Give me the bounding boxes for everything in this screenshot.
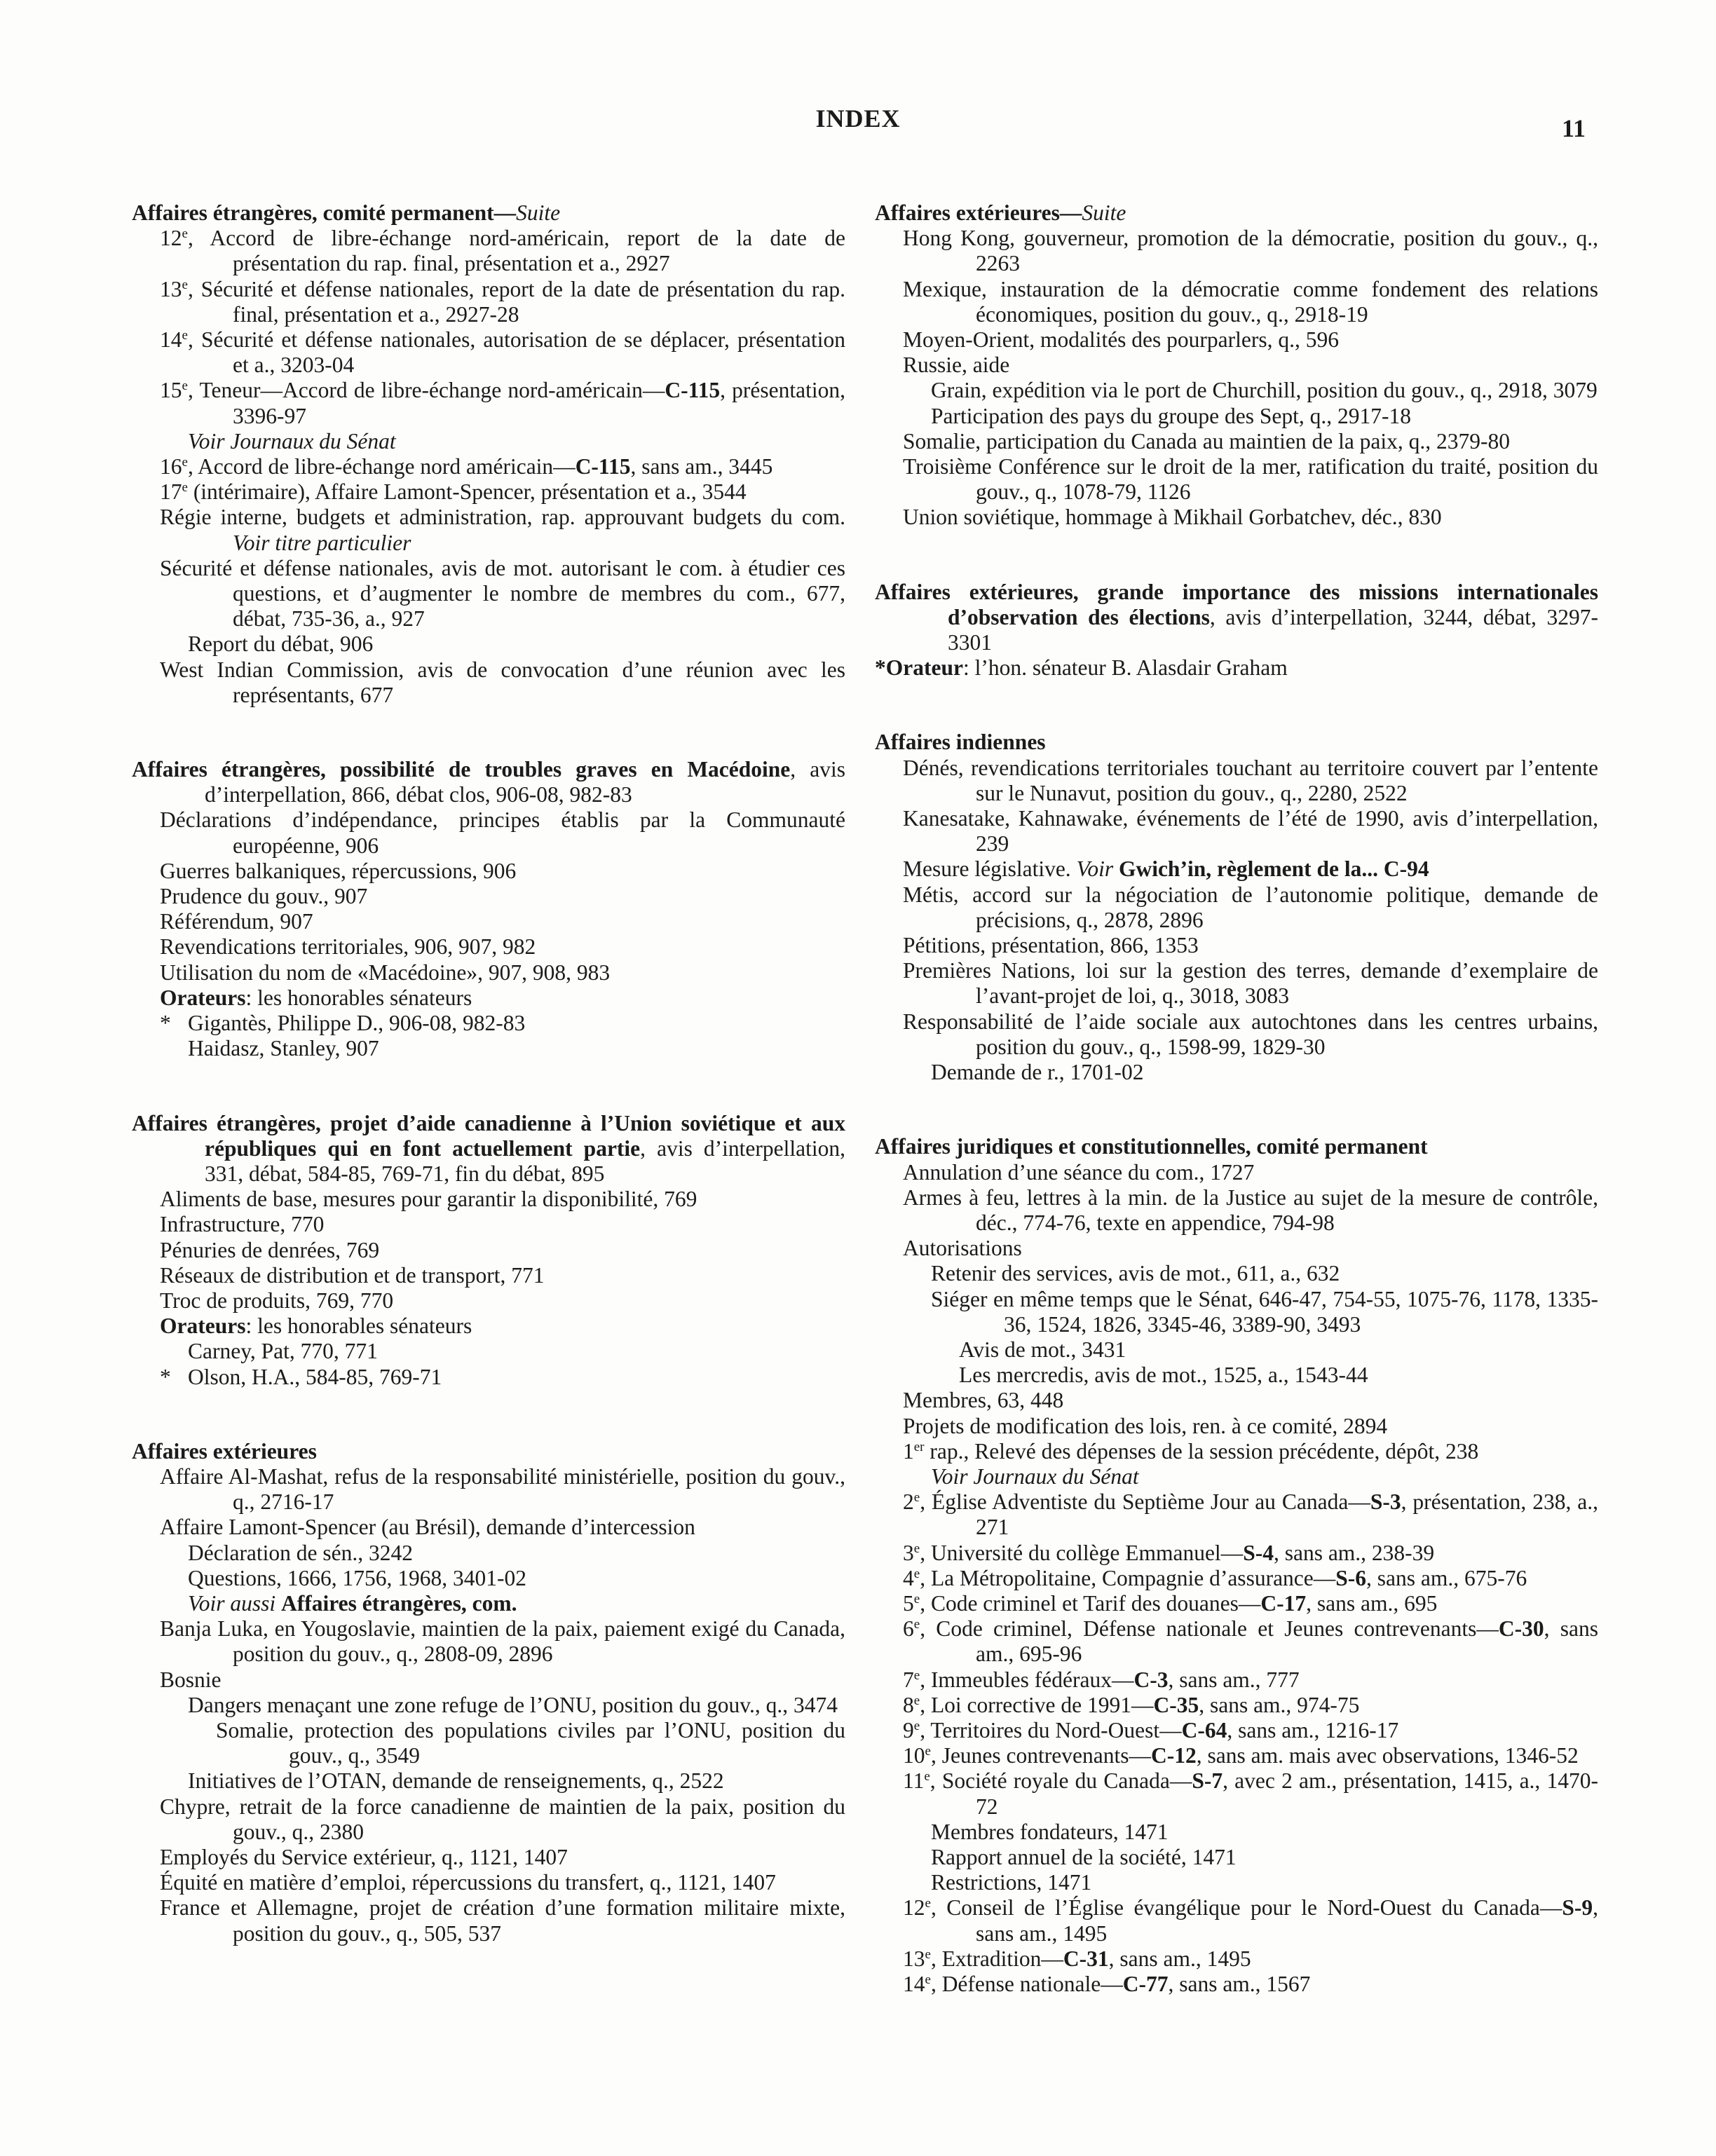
subentry-text: Gwich’in, règlement de la... C-94 [1118, 857, 1429, 882]
subentry-text: Haidasz, Stanley, 907 [188, 1036, 379, 1061]
subentry-text: S-3 [1370, 1489, 1401, 1515]
subentry-text: 2 [903, 1489, 914, 1515]
subentry-text: Troisième Conférence sur le droit de la mer, ratification du traité, position du gouv., q., 1078-79, 1126 [903, 454, 1598, 505]
subentry-text: rap., Relevé des dépenses de la session précédente, dépôt, 238 [924, 1438, 1479, 1464]
subentry [132, 1011, 845, 1036]
subentry-text: Moyen-Orient, modalités des pourparlers, q., 596 [903, 327, 1339, 353]
subentry [875, 1820, 1598, 1845]
ordinal-suffix: e [924, 1769, 930, 1785]
subentry-text: Kanesatake, Kahnawake, événements de l’été de 1990, avis d’interpellation, 239 [903, 806, 1598, 857]
index-entry [132, 1439, 845, 1946]
subentry [875, 1009, 1598, 1060]
subentry [132, 1365, 845, 1390]
subentry-text: , sans am., 1495 [1108, 1946, 1251, 1971]
subentry-text: Mexique, instauration de la démocratie comme fondement des relations économiques, position du gouv., q., 2918-19 [903, 276, 1598, 327]
subentry [132, 1616, 845, 1667]
subentry-text: Pétitions, présentation, 866, 1353 [903, 933, 1199, 958]
subentry-text: , Société royale du Canada— [929, 1768, 1192, 1794]
subentry-text: Métis, accord sur la négociation de l’autonomie politique, demande de précisions, q., 2878, 2896 [903, 882, 1598, 932]
subentry-text: Équité en matière d’emploi, répercussions du transfert, q., 1121, 1407 [160, 1870, 776, 1895]
subentry-text: Affaire Al-Mashat, refus de la responsabilité ministérielle, position du gouv., q., 2716-17 [160, 1464, 845, 1515]
heading-text: Affaires extérieures [132, 1438, 317, 1464]
subentry-text: Voir Journaux du Sénat [931, 1464, 1139, 1489]
subentry-text: Annulation d’une séance du com., 1727 [903, 1159, 1255, 1185]
subentry-text: (intérimaire), Affaire Lamont-Spencer, présentation et a., 3544 [187, 479, 747, 505]
subentry [132, 909, 845, 934]
subentry-text: Voir [1076, 857, 1119, 882]
subentry [132, 479, 845, 505]
subentry-text: Voir Journaux du Sénat [188, 428, 396, 453]
subentry-text: , sans am., 675-76 [1366, 1565, 1527, 1590]
heading-text: Suite [516, 200, 561, 225]
subentry [132, 1693, 845, 1718]
subentry-text: , Sécurité et défense nationales, autorisation de se déplacer, présentation et a., 3203-04 [187, 327, 845, 378]
subentry-text: Report du débat, 906 [188, 632, 374, 657]
ordinal-suffix: e [913, 1667, 920, 1683]
ordinal-suffix: er [913, 1439, 925, 1454]
subentry-text: Avis de mot., 3431 [959, 1337, 1126, 1362]
subentry [132, 1718, 845, 1768]
subentry [875, 429, 1598, 454]
subentry [132, 226, 845, 276]
subentry [875, 1464, 1598, 1489]
subentry-text: Pénuries de denrées, 769 [160, 1237, 380, 1262]
subentry [132, 1187, 845, 1212]
subentry [132, 1314, 845, 1339]
subentry-text: C-3 [1133, 1667, 1169, 1692]
subentry-text: Projets de modification des lois, ren. à ce comité, 2894 [903, 1413, 1388, 1438]
subentry-text: Chypre, retrait de la force canadienne de maintien de la paix, position du gouv., q., 2380 [160, 1794, 845, 1844]
subentry [132, 1870, 845, 1895]
subentry [132, 884, 845, 909]
subentry-text: , sans am., 777 [1168, 1667, 1300, 1692]
subentry [875, 1388, 1598, 1413]
subentry-text: Armes à feu, lettres à la min. de la Justice au sujet de la mesure de contrôle, déc., 774-76, texte en appendice, 794-98 [903, 1185, 1598, 1235]
subentry [875, 1895, 1598, 1946]
subentry-text: S-7 [1192, 1768, 1223, 1794]
subentry [875, 1972, 1598, 1997]
subentry [875, 1845, 1598, 1870]
subentry [875, 353, 1598, 378]
heading-text: Affaires extérieures, grande importance des missions internationales d’observation des élections [875, 579, 1598, 629]
subentry-text: , présentation, 3396-97 [233, 378, 845, 428]
subentry [132, 1667, 845, 1693]
index-entry-heading [875, 1134, 1598, 1159]
subentry-text: France et Allemagne, projet de création d’une formation militaire mixte, position du gouv., q., 505, 537 [160, 1895, 845, 1946]
subentry-text: Régie interne, budgets et administration, rap. approuvant budgets du com. [160, 505, 845, 530]
subentry-text: Demande de r., 1701-02 [931, 1060, 1144, 1085]
subentry-text: Orateurs [160, 985, 246, 1010]
running-head: INDEX [815, 104, 901, 132]
subentry-text: C-30 [1498, 1616, 1544, 1642]
ordinal-suffix: e [182, 455, 188, 470]
subentry-text: Grain, expédition via le port de Churchill, position du gouv., q., 2918, 3079 [931, 378, 1598, 403]
subentry-text: , avec 2 am., présentation, 1415, a., 1470-72 [976, 1768, 1598, 1819]
subentry [875, 1489, 1598, 1540]
subentry-text: Affaires étrangères, com. [281, 1590, 517, 1616]
subentry-text: Somalie, participation du Canada au maintien de la paix, q., 2379-80 [903, 428, 1511, 453]
subentry-text: Infrastructure, 770 [160, 1212, 325, 1237]
subentry-text: , sans am., 238-39 [1273, 1540, 1435, 1565]
speaker-marker: * [160, 1011, 171, 1036]
ordinal-suffix: e [913, 1718, 920, 1733]
subentry-text: , sans am., 1216-17 [1227, 1717, 1399, 1742]
subentry-text: Membres, 63, 448 [903, 1388, 1064, 1413]
subentry-text: , Accord de libre-échange nord-américain, report de la date de présentation du rap. final, présentation et a., 2927 [187, 226, 845, 276]
subentry [875, 1541, 1598, 1566]
subentry [875, 1261, 1598, 1286]
subentry-text: 17 [160, 479, 182, 505]
subentry [132, 1515, 845, 1540]
subentry-text: Prudence du gouv., 907 [160, 884, 368, 909]
subentry-text: Russie, aide [903, 353, 1010, 378]
subentry [132, 327, 845, 378]
subentry-text: Déclarations d’indépendance, principes établis par la Communauté européenne, 906 [160, 807, 845, 858]
subentry-text: Orateurs [160, 1314, 246, 1339]
subentry [875, 226, 1598, 276]
subentry-text: Sécurité et défense nationales, avis de mot. autorisant le com. à étudier ces questions, et d’augmenter le nombre de membres du com., 677, débat, 735-36, a., 927 [160, 555, 845, 632]
subentry [132, 985, 845, 1011]
ordinal-suffix: e [182, 226, 188, 242]
subentry-text: C-31 [1063, 1946, 1109, 1971]
subentry-text: 13 [160, 276, 182, 301]
subentry-text: , Accord de libre-échange nord américain— [187, 454, 576, 479]
subentry-text: C-77 [1122, 1972, 1169, 1996]
subentry-text: 6 [903, 1616, 914, 1642]
subentry-text: Siéger en même temps que le Sénat, 646-47, 754-55, 1075-76, 1178, 1335-36, 1524, 1826, 3345-46, 3389-90, 3493 [931, 1286, 1598, 1337]
subentry [132, 1541, 845, 1566]
subentry-text: , sans am., 1567 [1168, 1972, 1311, 1996]
heading-text: Affaires juridiques et constitutionnelles, comité permanent [875, 1134, 1428, 1159]
subentry [875, 1693, 1598, 1718]
subentry-text: Guerres balkaniques, répercussions, 906 [160, 858, 517, 883]
subentry-text: , Défense nationale— [930, 1972, 1123, 1996]
heading-text: , avis d’interpellation, 3244, débat, 3297-3301 [948, 604, 1598, 655]
subentry [875, 857, 1598, 882]
ordinal-suffix: e [182, 277, 188, 292]
ordinal-suffix: e [913, 1566, 920, 1581]
subentry-text: 14 [903, 1972, 925, 1996]
subentry-text: 9 [903, 1717, 914, 1742]
subentry [875, 806, 1598, 857]
subentry [875, 1616, 1598, 1667]
index-entry [875, 200, 1598, 531]
index-entry [875, 580, 1598, 681]
subentry-text: Restrictions, 1471 [931, 1870, 1092, 1895]
subentry-text: 13 [903, 1946, 925, 1971]
index-entry [875, 1134, 1598, 1997]
subentry-text: 14 [160, 327, 182, 353]
subentry-text: Initiatives de l’OTAN, demande de renseignements, q., 2522 [188, 1768, 724, 1794]
subentry [875, 1591, 1598, 1616]
index-column-left [132, 200, 845, 1995]
subentry-text: , sans am., 695-96 [976, 1616, 1598, 1667]
ordinal-suffix: e [913, 1490, 920, 1506]
subentry-text: Les mercredis, avis de mot., 1525, a., 1543-44 [959, 1363, 1368, 1388]
subentry-text: C-115 [575, 454, 631, 479]
ordinal-suffix: e [925, 1946, 931, 1962]
subentry-text: Référendum, 907 [160, 909, 313, 934]
subentry-text: , Teneur—Accord de libre-échange nord-américain— [187, 378, 665, 403]
subentry-text: Dénés, revendications territoriales touchant au territoire couvert par l’entente sur le Nunavut, position du gouv., q., 2280, 2522 [903, 755, 1598, 805]
subentry [875, 1870, 1598, 1895]
subentry [132, 1212, 845, 1237]
subentry-text: , présentation, 238, a., 271 [976, 1489, 1598, 1540]
subentry-text: 1 [903, 1438, 914, 1464]
subentry-text: Rapport annuel de la société, 1471 [931, 1844, 1237, 1869]
heading-text: Affaires indiennes [875, 730, 1046, 755]
subentry [875, 1185, 1598, 1236]
index-entry-heading [132, 757, 845, 807]
subentry-text: Olson, H.A., 584-85, 769-71 [188, 1364, 442, 1389]
subentry-text: , Église Adventiste du Septième Jour au Canada— [920, 1489, 1370, 1515]
subentry-text: Somalie, protection des populations civiles par l’ONU, position du gouv., q., 3549 [216, 1717, 845, 1768]
ordinal-suffix: e [182, 328, 188, 343]
subentry [132, 1036, 845, 1061]
subentry-text: West Indian Commission, avis de convocation d’une réunion avec les représentants, 677 [160, 657, 845, 707]
subentry [875, 1566, 1598, 1591]
subentry-text: S-9 [1562, 1895, 1593, 1920]
subentry [132, 277, 845, 327]
index-entry-heading [132, 1439, 845, 1464]
subentry [875, 756, 1598, 806]
subentry-text: 4 [903, 1565, 914, 1590]
subentry-text: Aliments de base, mesures pour garantir la disponibilité, 769 [160, 1187, 697, 1212]
subentry-text: Retenir des services, avis de mot., 611, a., 632 [931, 1261, 1340, 1286]
subentry-text: Participation des pays du groupe des Sept, q., 2917-18 [931, 403, 1412, 428]
subentry-text: 7 [903, 1667, 914, 1692]
subentry-text: , sans am., 3445 [630, 454, 773, 479]
index-entry-heading [875, 200, 1598, 226]
subentry [132, 556, 845, 632]
subentry-text: 15 [160, 378, 182, 403]
ordinal-suffix: e [925, 1744, 931, 1759]
subentry-text: , Loi corrective de 1991— [920, 1692, 1154, 1717]
subentry [875, 378, 1598, 403]
heading-text: Affaires étrangères, possibilité de troubles graves en Macédoine [132, 757, 791, 782]
subentry [132, 1591, 845, 1616]
heading-text: Suite [1082, 200, 1126, 225]
subentry-text: Voir titre particulier [233, 530, 411, 555]
subentry-text: S-4 [1243, 1540, 1274, 1565]
subentry [132, 1895, 845, 1946]
subentry-text: *Orateur [875, 655, 963, 681]
subentry-text: Bosnie [160, 1667, 222, 1692]
subentry [875, 1287, 1598, 1337]
subentry [132, 1464, 845, 1515]
subentry-text: S-6 [1335, 1565, 1367, 1590]
subentry-text: Revendications territoriales, 906, 907, 982 [160, 934, 536, 960]
ordinal-suffix: e [925, 1896, 931, 1911]
subentry-text: 12 [903, 1895, 925, 1920]
index-entry [132, 757, 845, 1061]
subentry-text: 3 [903, 1540, 914, 1565]
subentry [132, 934, 845, 960]
subentry [875, 1337, 1598, 1363]
subentry-text: , Jeunes contrevenants— [930, 1743, 1151, 1768]
speaker-marker: * [160, 1364, 171, 1389]
subentry-text: 11 [903, 1768, 925, 1794]
subentry-text: : les honorables sénateurs [245, 1314, 472, 1339]
heading-text: Affaires extérieures— [875, 200, 1082, 225]
subentry-text: Réseaux de distribution et de transport, 771 [160, 1262, 545, 1288]
subentry-text: C-35 [1153, 1692, 1199, 1717]
subentry [875, 1363, 1598, 1388]
subentry [875, 404, 1598, 429]
index-entry [875, 730, 1598, 1085]
subentry [132, 1845, 845, 1870]
subentry [875, 1236, 1598, 1261]
subentry-text: C-17 [1260, 1590, 1307, 1616]
index-entry-heading [875, 580, 1598, 656]
subentry-text: Gigantès, Philippe D., 906-08, 982-83 [188, 1011, 526, 1036]
ordinal-suffix: e [913, 1617, 920, 1632]
subentry [875, 1060, 1598, 1085]
index-entry [132, 1111, 845, 1390]
ordinal-suffix: e [913, 1591, 920, 1606]
subentry [132, 1794, 845, 1845]
subentry-text: C-64 [1181, 1717, 1227, 1742]
subentry-text: 12 [160, 226, 182, 251]
index-entry [132, 200, 845, 708]
subentry-text: Affaire Lamont-Spencer (au Brésil), demande d’intercession [160, 1515, 695, 1540]
subentry-text: 16 [160, 454, 182, 479]
subentry [875, 958, 1598, 1009]
subentry [875, 1743, 1598, 1768]
heading-text: , avis d’interpellation, 331, débat, 584-85, 769-71, fin du débat, 895 [205, 1135, 845, 1186]
subentry [132, 859, 845, 884]
subentry [132, 807, 845, 858]
subentry [875, 1718, 1598, 1743]
subentry [875, 933, 1598, 958]
index-entry-heading [132, 1111, 845, 1187]
subentry-text: Employés du Service extérieur, q., 1121, 1407 [160, 1844, 568, 1869]
subentry-text: Autorisations [903, 1236, 1022, 1261]
subentry-text: , sans am., 974-75 [1199, 1692, 1360, 1717]
subentry [132, 1288, 845, 1314]
subentry [875, 505, 1598, 530]
subentry-text: , sans am., 1495 [976, 1895, 1598, 1946]
subentry [132, 1339, 845, 1364]
subentry-text: , Immeubles fédéraux— [920, 1667, 1134, 1692]
page-number: 11 [1562, 114, 1586, 142]
subentry-text: , Sécurité et défense nationales, report de la date de présentation du rap. final, présentation et a., 2927-28 [187, 276, 845, 327]
subentry-text: Questions, 1666, 1756, 1968, 3401-02 [188, 1565, 526, 1590]
heading-text: Affaires étrangères, projet d’aide canadienne à l’Union soviétique et aux républiques qui en font actuellement partie [132, 1110, 845, 1161]
ordinal-suffix: e [182, 480, 188, 496]
heading-text: Affaires étrangères, comité permanent— [132, 200, 517, 225]
subentry [132, 960, 845, 985]
subentry-text: Dangers menaçant une zone refuge de l’ONU, position du gouv., q., 3474 [188, 1692, 838, 1717]
subentry [132, 1263, 845, 1288]
subentry [132, 1566, 845, 1591]
ordinal-suffix: e [925, 1972, 931, 1987]
subentry-text: , Code criminel et Tarif des douanes— [920, 1590, 1261, 1616]
subentry [875, 454, 1598, 505]
subentry [132, 505, 845, 555]
subentry-text: Hong Kong, gouverneur, promotion de la démocratie, position du gouv., q., 2263 [903, 226, 1598, 276]
subentry [132, 429, 845, 454]
subentry-text: 10 [903, 1743, 925, 1768]
subentry-text: Troc de produits, 769, 770 [160, 1288, 394, 1313]
subentry-text: Banja Luka, en Yougoslavie, maintien de la paix, paiement exigé du Canada, position du gouv., q., 2808-09, 2896 [160, 1616, 845, 1667]
subentry [132, 632, 845, 657]
subentry [875, 277, 1598, 327]
subentry-text: , Conseil de l’Église évangélique pour le Nord-Ouest du Canada— [930, 1895, 1562, 1920]
subentry [875, 1414, 1598, 1439]
subentry [132, 1768, 845, 1794]
index-entry-heading [875, 730, 1598, 755]
subentry [132, 454, 845, 479]
ordinal-suffix: e [913, 1693, 920, 1708]
subentry-text: C-115 [665, 378, 721, 403]
subentry-text: Carney, Pat, 770, 771 [188, 1339, 378, 1364]
subentry-text: Union soviétique, hommage à Mikhail Gorbatchev, déc., 830 [903, 505, 1442, 530]
index-entry-heading [132, 200, 845, 226]
subentry-text: , Code criminel, Défense nationale et Jeunes contrevenants— [920, 1616, 1499, 1642]
subentry [875, 655, 1598, 681]
subentry-text: : l’hon. sénateur B. Alasdair Graham [962, 655, 1288, 681]
index-column-right [875, 200, 1598, 2046]
subentry [875, 327, 1598, 353]
subentry-text: Membres fondateurs, 1471 [931, 1819, 1169, 1844]
subentry-text: Voir aussi [188, 1590, 282, 1616]
subentry [132, 378, 845, 428]
subentry [875, 1768, 1598, 1819]
subentry-text: , Extradition— [930, 1946, 1063, 1971]
subentry-text: , sans am. mais avec observations, 1346-52 [1196, 1743, 1579, 1768]
subentry [132, 657, 845, 708]
subentry-text: 8 [903, 1692, 914, 1717]
subentry [875, 1439, 1598, 1464]
ordinal-suffix: e [182, 378, 188, 394]
subentry-text: Déclaration de sén., 3242 [188, 1540, 414, 1565]
subentry-text: , sans am., 695 [1306, 1590, 1438, 1616]
subentry-text: , Territoires du Nord-Ouest— [920, 1717, 1182, 1742]
ordinal-suffix: e [913, 1541, 920, 1556]
heading-text: , avis d’interpellation, 866, débat clos, 906-08, 982-83 [205, 757, 845, 807]
subentry-text: Responsabilité de l’aide sociale aux autochtones dans les centres urbains, position du gouv., q., 1598-99, 1829-30 [903, 1009, 1598, 1059]
subentry-text: : les honorables sénateurs [245, 985, 472, 1010]
subentry-text: Premières Nations, loi sur la gestion des terres, demande d’exemplaire de l’avant-projet de loi, q., 3018, 3083 [903, 958, 1598, 1009]
subentry [875, 1667, 1598, 1693]
subentry [132, 1238, 845, 1263]
subentry [875, 1160, 1598, 1185]
subentry-text: , Université du collège Emmanuel— [920, 1540, 1244, 1565]
subentry [875, 882, 1598, 933]
subentry-text: 5 [903, 1590, 914, 1616]
subentry [875, 1946, 1598, 1972]
subentry-text: Utilisation du nom de «Macédoine», 907, 908, 983 [160, 960, 611, 985]
subentry-text: Mesure législative. [903, 857, 1077, 882]
subentry-text: C-12 [1150, 1743, 1197, 1768]
subentry-text: , La Métropolitaine, Compagnie d’assurance— [920, 1565, 1336, 1590]
